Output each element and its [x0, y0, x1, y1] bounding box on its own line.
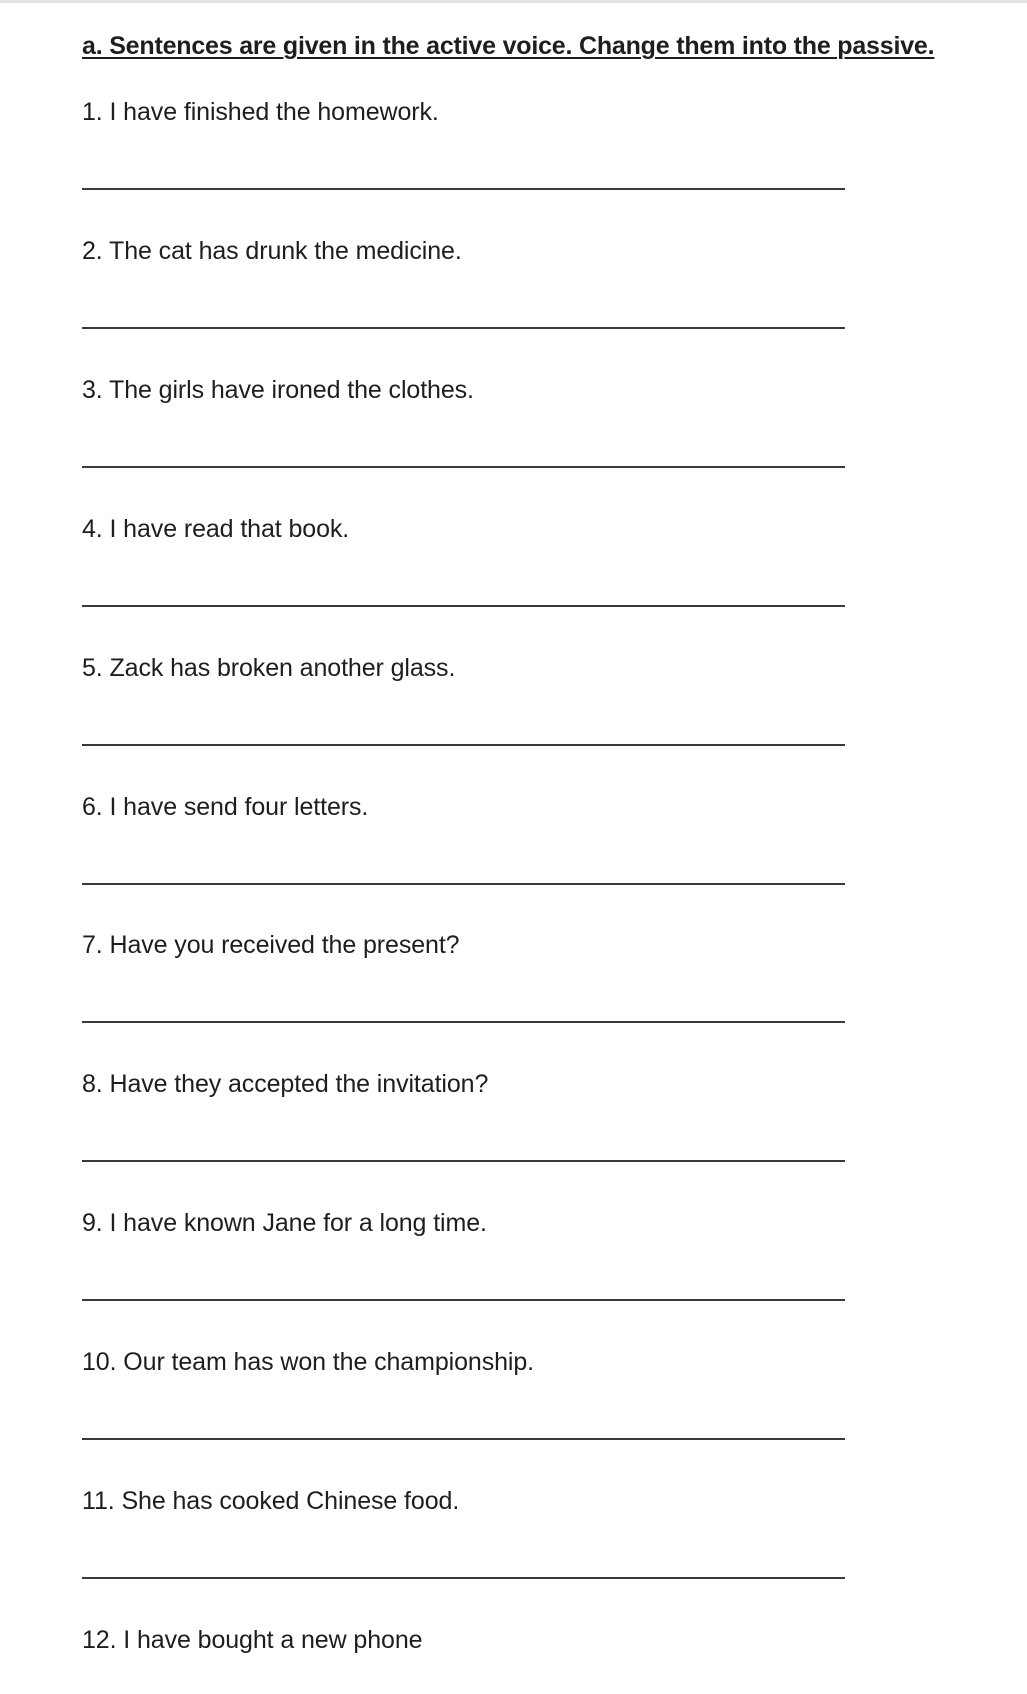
- answer-line-8[interactable]: [82, 1160, 845, 1162]
- answer-line-9[interactable]: [82, 1299, 845, 1301]
- worksheet: [82, 0, 1002, 1694]
- question-11: 11. She has cooked Chinese food.: [82, 1487, 460, 1515]
- question-5: 5. Zack has broken another glass.: [82, 653, 456, 682]
- question-1: 1. I have finished the homework.: [82, 98, 439, 126]
- answer-line-3[interactable]: [82, 466, 845, 468]
- answer-line-11[interactable]: [82, 1577, 845, 1579]
- question-3: 3. The girls have ironed the clothes.: [82, 375, 474, 404]
- answer-line-7[interactable]: [82, 1021, 845, 1023]
- question-9: 9. I have known Jane for a long time.: [82, 1209, 487, 1238]
- question-8: 8. Have they accepted the invitation?: [82, 1070, 489, 1099]
- question-12: 12. I have bought a new phone: [82, 1625, 423, 1654]
- question-6: 6. I have send four letters.: [82, 792, 369, 821]
- question-2: 2. The cat has drunk the medicine.: [82, 236, 462, 265]
- answer-line-2[interactable]: [82, 327, 845, 329]
- answer-line-6[interactable]: [82, 883, 845, 885]
- answer-line-10[interactable]: [82, 1438, 845, 1440]
- answer-line-4[interactable]: [82, 605, 845, 607]
- question-10: 10. Our team has won the championship.: [82, 1348, 535, 1377]
- exercise-instruction: a. Sentences are given in the active voice. Change them into the passive.: [82, 32, 935, 60]
- question-4: 4. I have read that book.: [82, 514, 350, 543]
- answer-line-1[interactable]: [82, 188, 845, 190]
- question-7: 7. Have you received the present?: [82, 931, 460, 960]
- answer-line-5[interactable]: [82, 744, 845, 746]
